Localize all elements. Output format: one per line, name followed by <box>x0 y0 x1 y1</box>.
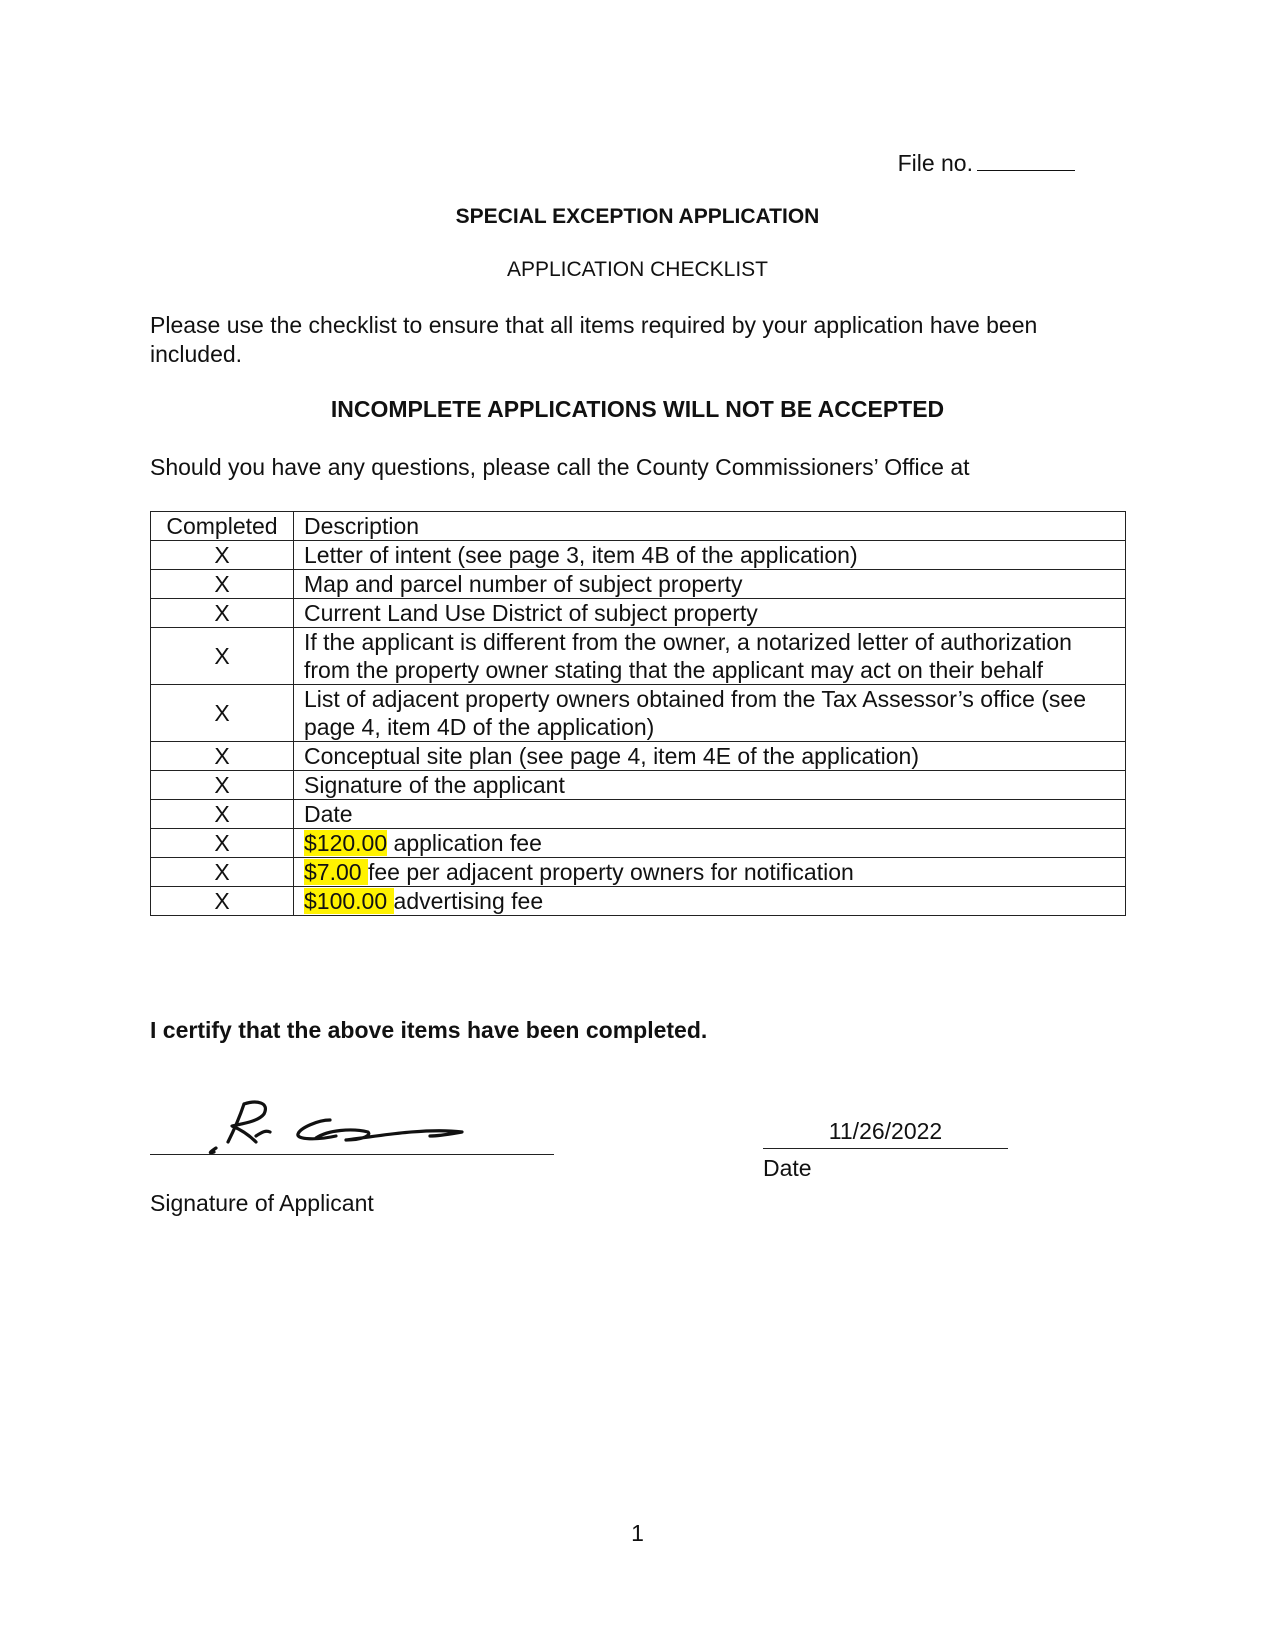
warning-notice: INCOMPLETE APPLICATIONS WILL NOT BE ACCEPTED <box>330 396 945 422</box>
table-row <box>151 628 1126 685</box>
column-header-description: Description <box>294 512 1126 541</box>
table-row <box>151 541 1126 570</box>
signature-line <box>150 1154 554 1155</box>
fee-amount-highlight: $120.00 <box>304 830 388 856</box>
checklist-table <box>150 511 1126 916</box>
contact-note: Should you have any questions, please call the County Commissioners’ Office at <box>150 454 970 480</box>
item-description: Map and parcel number of subject property <box>294 570 1126 599</box>
item-description: Letter of intent (see page 3, item 4B of the application) <box>294 541 1126 570</box>
completed-mark: X <box>151 887 294 916</box>
completed-mark: X <box>151 742 294 771</box>
column-header-completed: Completed <box>151 512 294 541</box>
table-row <box>151 800 1126 829</box>
document-title: SPECIAL EXCEPTION APPLICATION <box>455 205 820 228</box>
file-number-label: File no. <box>897 150 973 176</box>
completed-mark: X <box>151 800 294 829</box>
fee-amount-highlight: $100.00 <box>304 888 394 914</box>
completed-mark: X <box>151 858 294 887</box>
fee-description: fee per adjacent property owners for notification <box>367 859 854 885</box>
date-value: 11/26/2022 <box>828 1118 943 1144</box>
item-description <box>294 829 1126 858</box>
table-row <box>151 570 1126 599</box>
date-label: Date <box>763 1155 812 1181</box>
table-row <box>151 771 1126 800</box>
completed-mark: X <box>151 570 294 599</box>
completed-mark: X <box>151 685 294 742</box>
completed-mark: X <box>151 541 294 570</box>
item-description: Signature of the applicant <box>294 771 1126 800</box>
page-number: 1 <box>631 1520 644 1546</box>
fee-description: advertising fee <box>393 888 544 914</box>
document-subtitle: APPLICATION CHECKLIST <box>506 258 768 281</box>
completed-mark: X <box>151 771 294 800</box>
file-number-blank <box>977 150 1075 171</box>
completed-mark: X <box>151 628 294 685</box>
fee-description: application fee <box>387 830 542 856</box>
file-number-field <box>898 150 1075 177</box>
item-description: Conceptual site plan (see page 4, item 4E of the application) <box>294 742 1126 771</box>
item-description: If the applicant is different from the owner, a notarized letter of authorization from the property owner stating that the applicant may act on their behalf <box>294 628 1126 685</box>
item-description <box>294 858 1126 887</box>
table-row <box>151 887 1126 916</box>
date-line <box>763 1148 1008 1149</box>
intro-paragraph: Please use the checklist to ensure that all items required by your application have been included. <box>150 312 1038 367</box>
checklist-header-row <box>151 512 1126 541</box>
item-description <box>294 887 1126 916</box>
handwritten-signature <box>200 1090 480 1170</box>
item-description: Current Land Use District of subject property <box>294 599 1126 628</box>
table-row <box>151 742 1126 771</box>
item-description: List of adjacent property owners obtained from the Tax Assessor’s office (see page 4, item 4D of the application) <box>294 685 1126 742</box>
table-row <box>151 829 1126 858</box>
completed-mark: X <box>151 599 294 628</box>
fee-amount-highlight: $7.00 <box>304 859 368 885</box>
table-row <box>151 685 1126 742</box>
table-row <box>151 858 1126 887</box>
signature-label: Signature of Applicant <box>150 1190 374 1216</box>
completed-mark: X <box>151 829 294 858</box>
table-row <box>151 599 1126 628</box>
certification-statement: I certify that the above items have been completed. <box>150 1017 708 1043</box>
item-description: Date <box>294 800 1126 829</box>
